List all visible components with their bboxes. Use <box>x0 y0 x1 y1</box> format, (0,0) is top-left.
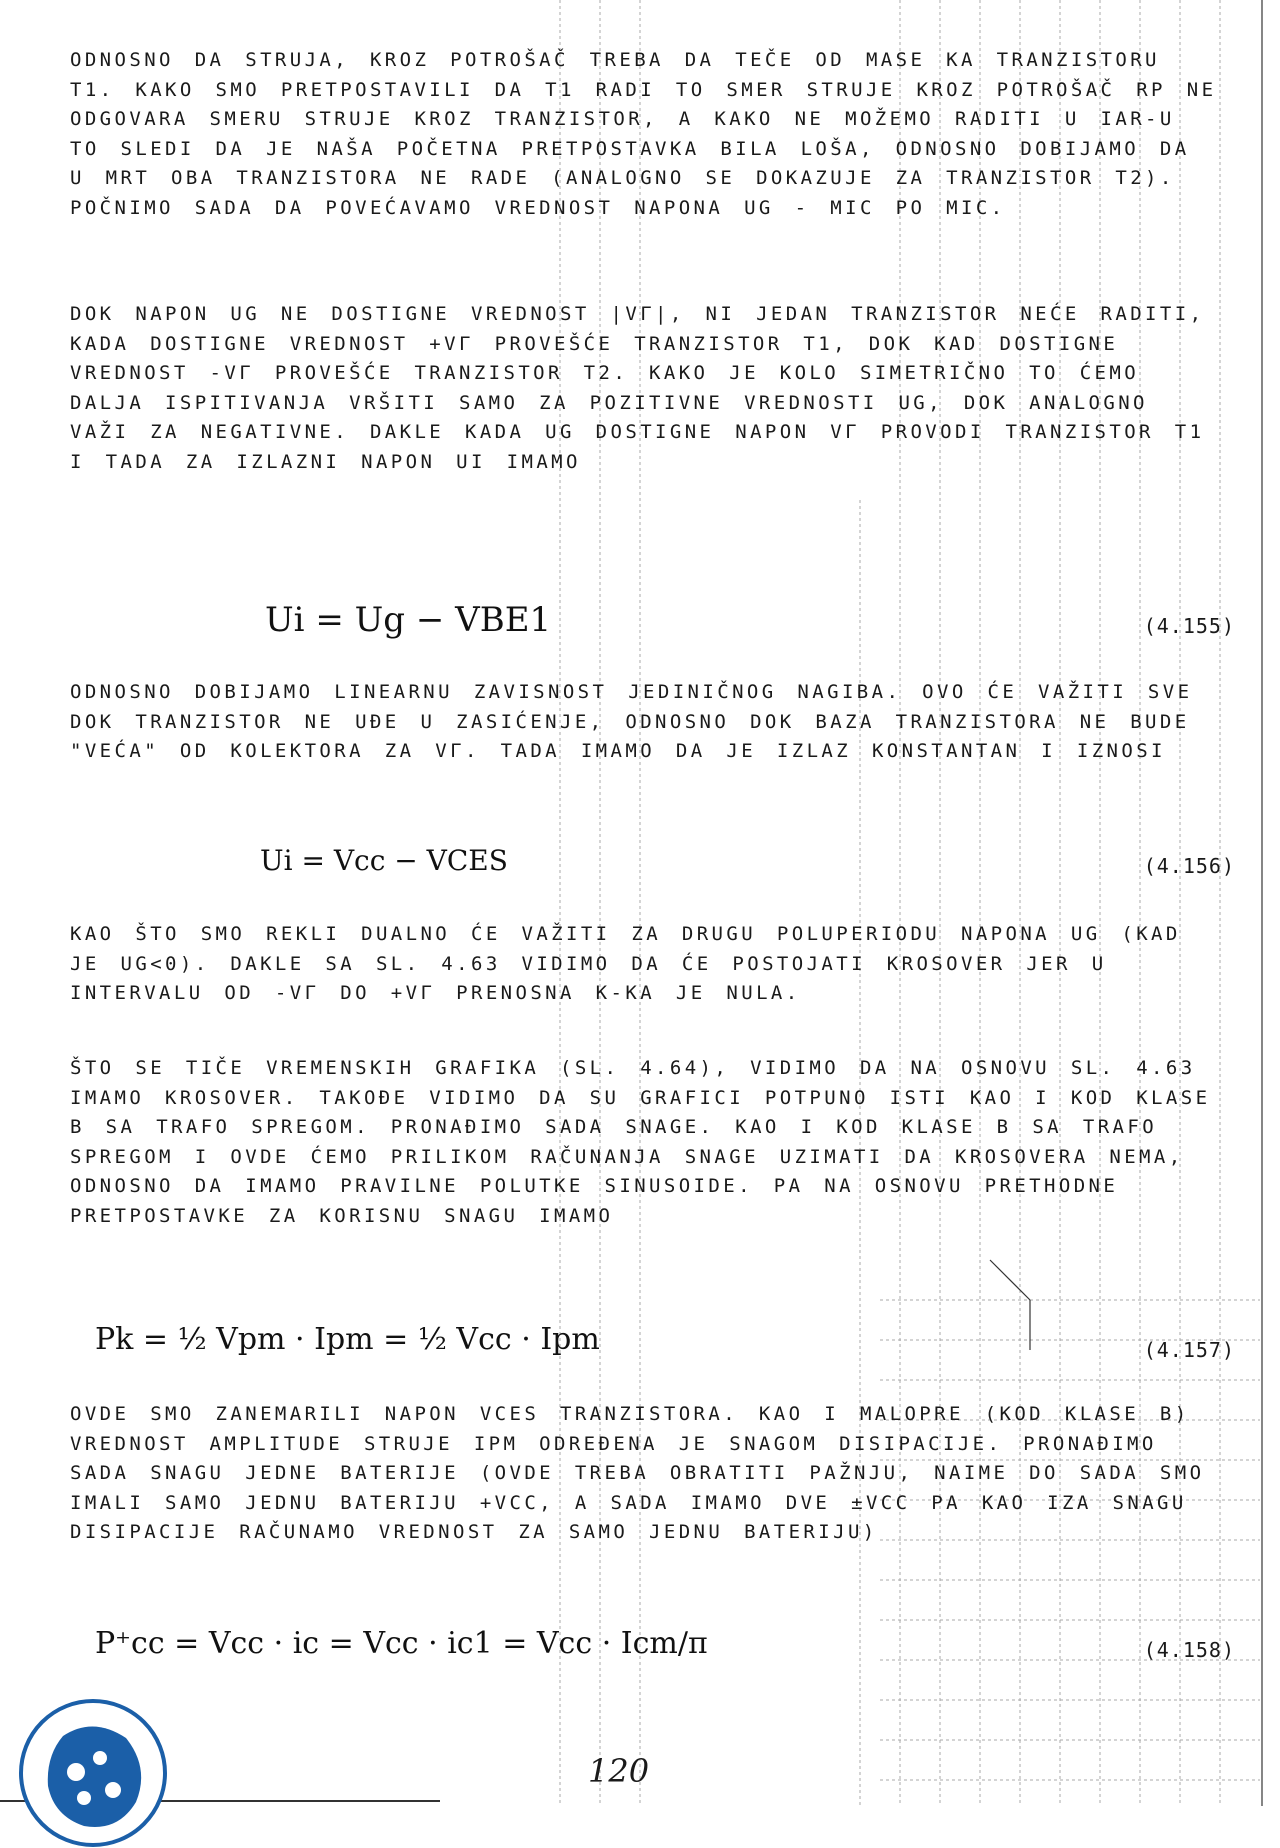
equation-4-157: Pk = ½ Vpm · Ipm = ½ Vcc · Ipm <box>95 1322 600 1357</box>
equation-4-155: Ui = Ug − VBE1 <box>265 600 552 640</box>
paragraph-1: ODNOSNO DA STRUJA, KROZ POTROŠAČ TREBA DA TEČE OD MASE KA TRANZISTORU T1. KAKO SMO PRETPOSTAVILI DA T1 RADI TO SMER STRUJE KROZ POTROŠAČ RP NE ODGOVARA SMERU STRUJE KROZ TRANZISTOR, A KAKO NE MOŽEMO RADITI U IAR-U TO SLEDI DA JE NAŠA POČETNA PRETPOSTAVKA BILA LOŠA, ODNOSNO DOBIJAMO DA U MRT OBA TRANZISTORA NE RADE (ANALOGNO SE DOKAZUJE ZA TRANZISTOR T2). POČNIMO SADA DA POVEĆAVAMO VREDNOST NAPONA UG - MIC PO MIC. <box>70 49 1238 219</box>
ladybug-logo-icon <box>18 1698 168 1848</box>
equation-number-4-155: (4.155) <box>1143 614 1235 638</box>
equation-number-4-157: (4.157) <box>1143 1338 1235 1362</box>
paragraph-2: DOK NAPON UG NE DOSTIGNE VREDNOST |VΓ|, NI JEDAN TRANZISTOR NEĆE RADITI, KADA DOSTIGNE VREDNOST +VΓ PROVEŠĆE TRANZISTOR T1, DOK KAD DOSTIGNE VREDNOST -VΓ PROVEŠĆE TRANZISTOR T2. KAKO JE KOLO SIMETRIČNO TO ĆEMO DALJA ISPITIVANJA VRŠITI SAMO ZA POZITIVNE VREDNOSTI UG, DOK ANALOGNO VAŽI ZA NEGATIVNE. DAKLE KADA UG DOSTIGNE NAPON VΓ PROVODI TRANZISTOR T1 I TADA ZA IZLAZNI NAPON UI IMAMO <box>70 303 1226 473</box>
paragraph-4: KAO ŠTO SMO REKLI DUALNO ĆE VAŽITI ZA DRUGU POLUPERIODU NAPONA UG (KAD JE UG<0). DAKLE SA SL. 4.63 VIDIMO DA ĆE POSTOJATI KROSOVER JER U INTERVALU OD -VΓ DO +VΓ PRENOSNA K-KA JE NULA. <box>70 923 1202 1004</box>
equation-4-156: Ui = Vcc − VCES <box>260 844 508 877</box>
equation-number-4-156: (4.156) <box>1143 854 1235 878</box>
equation-number-4-158: (4.158) <box>1143 1638 1235 1662</box>
page-number: 120 <box>588 1752 650 1790</box>
handwritten-page <box>40 18 1255 1778</box>
equation-4-158: P⁺cc = Vcc · ic = Vcc · ic1 = Vcc · Icm/π <box>95 1626 708 1661</box>
paragraph-5: ŠTO SE TIČE VREMENSKIH GRAFIKA (SL. 4.64), VIDIMO DA NA OSNOVU SL. 4.63 IMAMO KROSOVER. TAKOĐE VIDIMO DA SU GRAFICI POTPUNO ISTI KAO I KOD KLASE B SA TRAFO SPREGOM. PRONAĐIMO SADA SNAGE. KAO I KOD KLASE B SA TRAFO SPREGOM I OVDE ĆEMO PRILIKOM RAČUNANJA SNAGE UZIMATI DA KROSOVERA NEMA, ODNOSNO DA IMAMO PRAVILNE POLUTKE SINUSOIDE. PA NA OSNOVU PRETHODNE PRETPOSTAVKE ZA KORISNU SNAGU IMAMO <box>70 1057 1232 1227</box>
paragraph-6: OVDE SMO ZANEMARILI NAPON VCES TRANZISTORA. KAO I MALOPRE (KOD KLASE B) VREDNOST AMPLITUDE STRUJE IPM ODREĐENA JE SNAGOM DISIPACIJE. PRONAĐIMO SADA SNAGU JEDNE BATERIJE (OVDE TREBA OBRATITI PAŽNJU, NAIME DO SADA SMO IMALI SAMO JEDNU BATERIJU +VCC, A SADA IMAMO DVE ±VCC PA KAO IZA SNAGU DISIPACIJE RAČUNAMO VREDNOST ZA SAMO JEDNU BATERIJU) <box>70 1403 1226 1543</box>
paragraph-3: ODNOSNO DOBIJAMO LINEARNU ZAVISNOST JEDINIČNOG NAGIBA. OVO ĆE VAŽITI SVE DOK TRANZISTOR NE UĐE U ZASIĆENJE, ODNOSNO DOK BAZA TRANZISTORA NE BUDE "VEĆA" OD KOLEKTORA ZA VΓ. TADA IMAMO DA JE IZLAZ KONSTANTAN I IZNOSI <box>70 681 1214 762</box>
